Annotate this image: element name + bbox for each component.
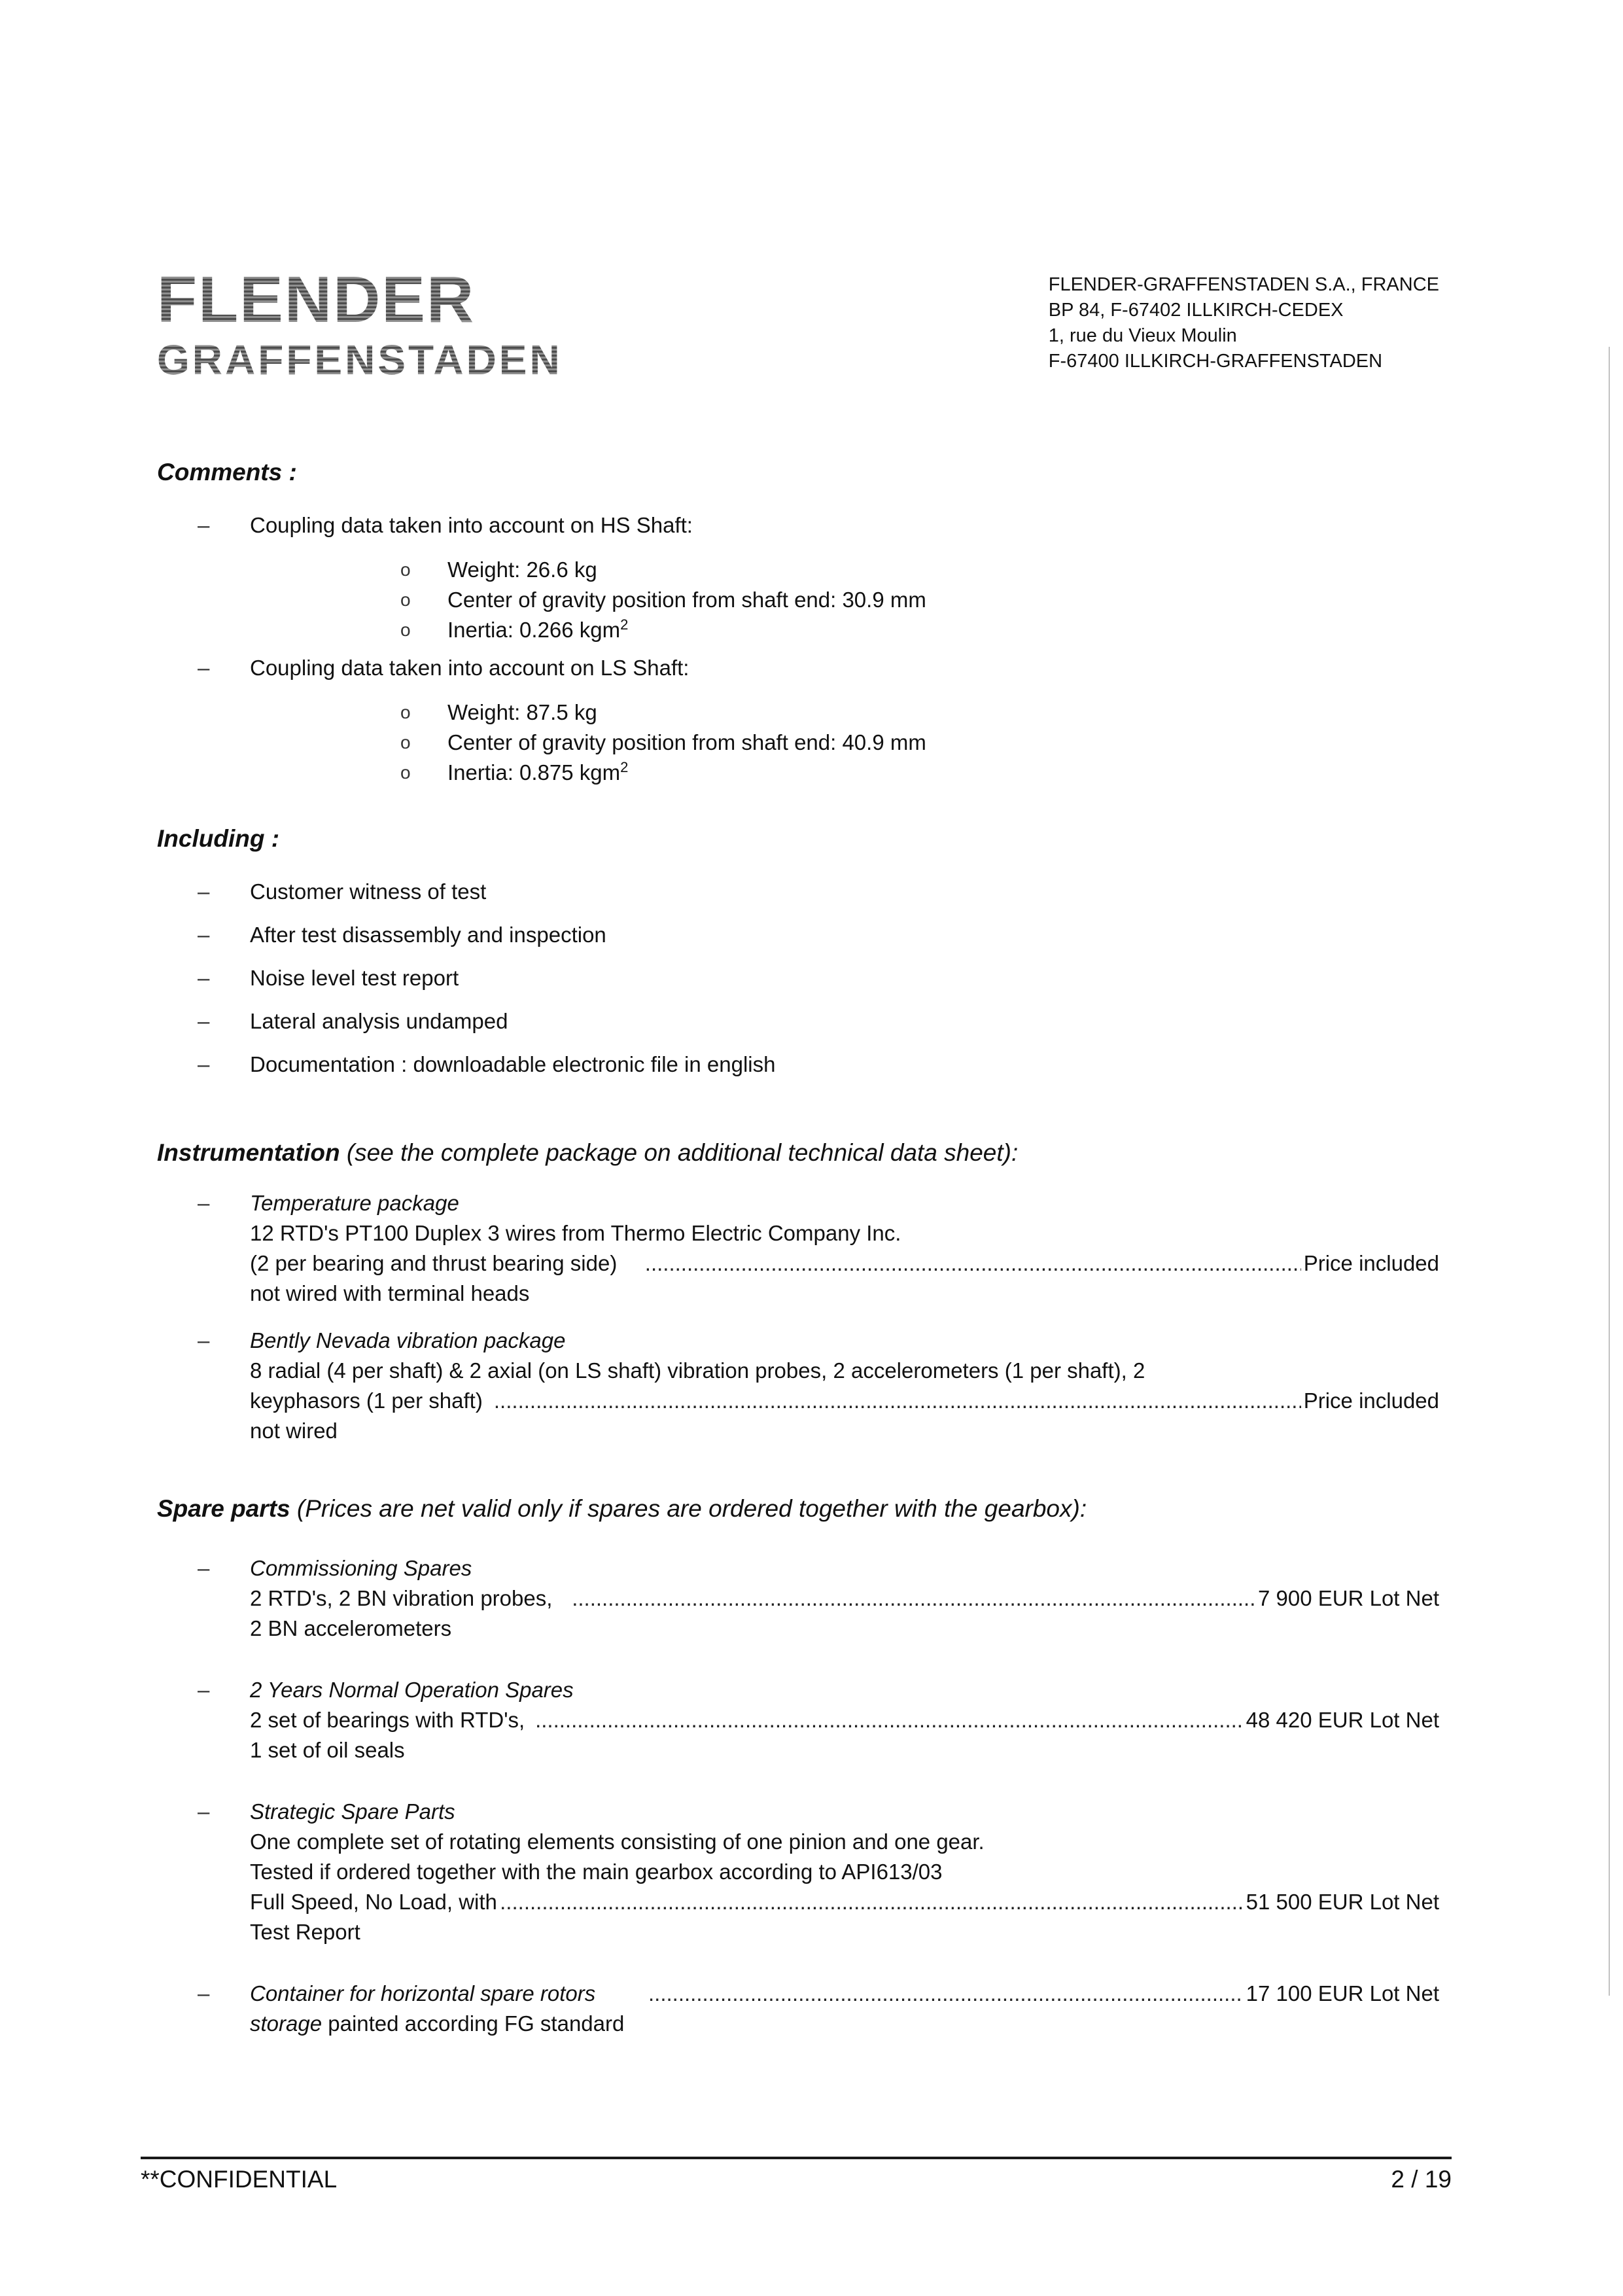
superscript: 2 [620,759,629,775]
list-item [157,1326,1439,1446]
spare-line: One complete set of rotating elements consisting of one pinion and one gear. [250,1829,985,1854]
list-item [157,1553,1439,1644]
company-logo [157,263,563,383]
spare-title: – 2 Years Normal Operation Spares [250,1678,574,1702]
list-item [157,653,1439,788]
list-subitem [250,615,1439,645]
logo-line-flender: FLENDER [157,267,563,332]
page-footer [141,2157,1452,2193]
ls-cog: o Center of gravity position from shaft end: 40.9 mm [447,730,926,754]
spare-parts-heading-note: (Prices are net valid only if spares are ordered together with the gearbox): [290,1495,1087,1522]
list-item [157,1188,1439,1309]
page-content [157,263,1439,2070]
list-item [157,1979,1439,2039]
package-title: – Temperature package [250,1191,459,1215]
list-subitem [250,555,1439,585]
package-line: 12 RTD's PT100 Duplex 3 wires from Thermo Electric Company Inc. [250,1221,901,1245]
address-line: BP 84, F-67402 ILLKIRCH-CEDEX [1048,300,1344,321]
leader-text [250,1979,646,2039]
including-item: – After test disassembly and inspection [250,923,606,947]
list-item [157,877,1439,907]
dotted-leader [500,1887,1244,1917]
spare-parts-heading-text: Spare parts [157,1495,290,1522]
list-item [157,920,1439,950]
page-number: 2 / 19 [1391,2166,1452,2193]
including-heading: Including : [157,825,280,852]
list-subitem [250,698,1439,728]
instrumentation-heading-text: Instrumentation [157,1139,340,1166]
section-comments [157,457,1439,788]
logo-line-graffenstaden: GRAFFENSTADEN [157,336,563,383]
leader-row [250,1583,1439,1644]
spare-title: – Strategic Spare Parts [250,1799,455,1824]
leader-row [250,1705,1439,1765]
list-subitem [250,758,1439,788]
section-spare-parts [157,1493,1439,2039]
dotted-leader [648,1979,1244,2009]
address-line: 1, rue du Vieux Moulin [1048,325,1237,346]
list-item [157,1006,1439,1036]
price-value: Price included [1303,1388,1439,1413]
dotted-leader [494,1386,1301,1416]
address-line: FLENDER-GRAFFENSTADEN S.A., FRANCE [1048,274,1439,295]
including-item: – Documentation : downloadable electronic file in english [250,1052,776,1076]
price-value: 17 100 EUR Lot Net [1246,1981,1439,2005]
confidential-label: **CONFIDENTIAL [141,2166,338,2193]
spare-line: Tested if ordered together with the main gearbox according to API613/03 [250,1860,943,1884]
company-address-block [1049,267,1439,374]
list-item [157,510,1439,645]
leader-text: (2 per bearing and thrust bearing side) not wired with terminal heads [250,1251,618,1305]
leader-row [250,1979,1439,2039]
price-value: 51 500 EUR Lot Net [1246,1890,1439,1914]
including-item: – Lateral analysis undamped [250,1009,508,1033]
price-value: 48 420 EUR Lot Net [1246,1708,1439,1732]
section-instrumentation [157,1137,1439,1446]
price-value: Price included [1303,1251,1439,1275]
price-value: 7 900 EUR Lot Net [1258,1586,1439,1610]
package-title: – Bently Nevada vibration package [250,1328,566,1352]
dotted-leader [645,1248,1301,1279]
leader-text: 2 RTD's, 2 BN vibration probes, 2 BN accelerometers [250,1586,553,1640]
dotted-leader [535,1705,1244,1735]
spare-parts-heading [157,1493,1439,1525]
container-title-italic: Container for horizontal spare rotors storage [250,1981,596,2036]
section-including [157,823,1439,1080]
superscript: 2 [620,616,629,633]
leader-text: keyphasors (1 per shaft) not wired [250,1388,483,1443]
page-header [157,263,1439,383]
ls-inertia: o Inertia: 0.875 kgm$^2$ [447,759,629,785]
coupling-ls-label: – Coupling data taken into account on LS Shaft: [250,656,689,680]
instrumentation-heading-note: (see the complete package on additional technical data sheet): [340,1139,1019,1166]
leader-row [250,1386,1439,1446]
list-item [157,1797,1439,1947]
instrumentation-heading [157,1137,1439,1169]
hs-inertia: o Inertia: 0.266 kgm$^2$ [447,616,629,642]
spare-title: – Commissioning Spares [250,1556,472,1580]
list-item [157,1050,1439,1080]
container-title-rest: painted according FG standard [322,2011,625,2036]
ls-weight: o Weight: 87.5 kg [447,700,597,724]
coupling-hs-label: – Coupling data taken into account on HS Shaft: [250,513,693,537]
list-subitem [250,728,1439,758]
leader-text: 2 set of bearings with RTD's, 1 set of oil seals [250,1708,525,1762]
list-item [157,1675,1439,1765]
leader-row [250,1248,1439,1309]
list-subitem [250,585,1439,615]
comments-heading: Comments : [157,459,297,486]
list-item [157,963,1439,993]
address-line: F-67400 ILLKIRCH-GRAFFENSTADEN [1048,351,1383,372]
dotted-leader [572,1583,1255,1614]
leader-text: Full Speed, No Load, with Test Report [250,1890,497,1944]
hs-cog: o Center of gravity position from shaft end: 30.9 mm [447,588,926,612]
including-item: – Customer witness of test [250,879,487,904]
leader-row [250,1887,1439,1947]
hs-weight: o Weight: 26.6 kg [447,557,597,582]
package-line: 8 radial (4 per shaft) & 2 axial (on LS shaft) vibration probes, 2 accelerometers (1 per shaft), 2 [250,1358,1145,1383]
including-item: – Noise level test report [250,966,459,990]
scan-artifact-line [1609,347,1610,1996]
